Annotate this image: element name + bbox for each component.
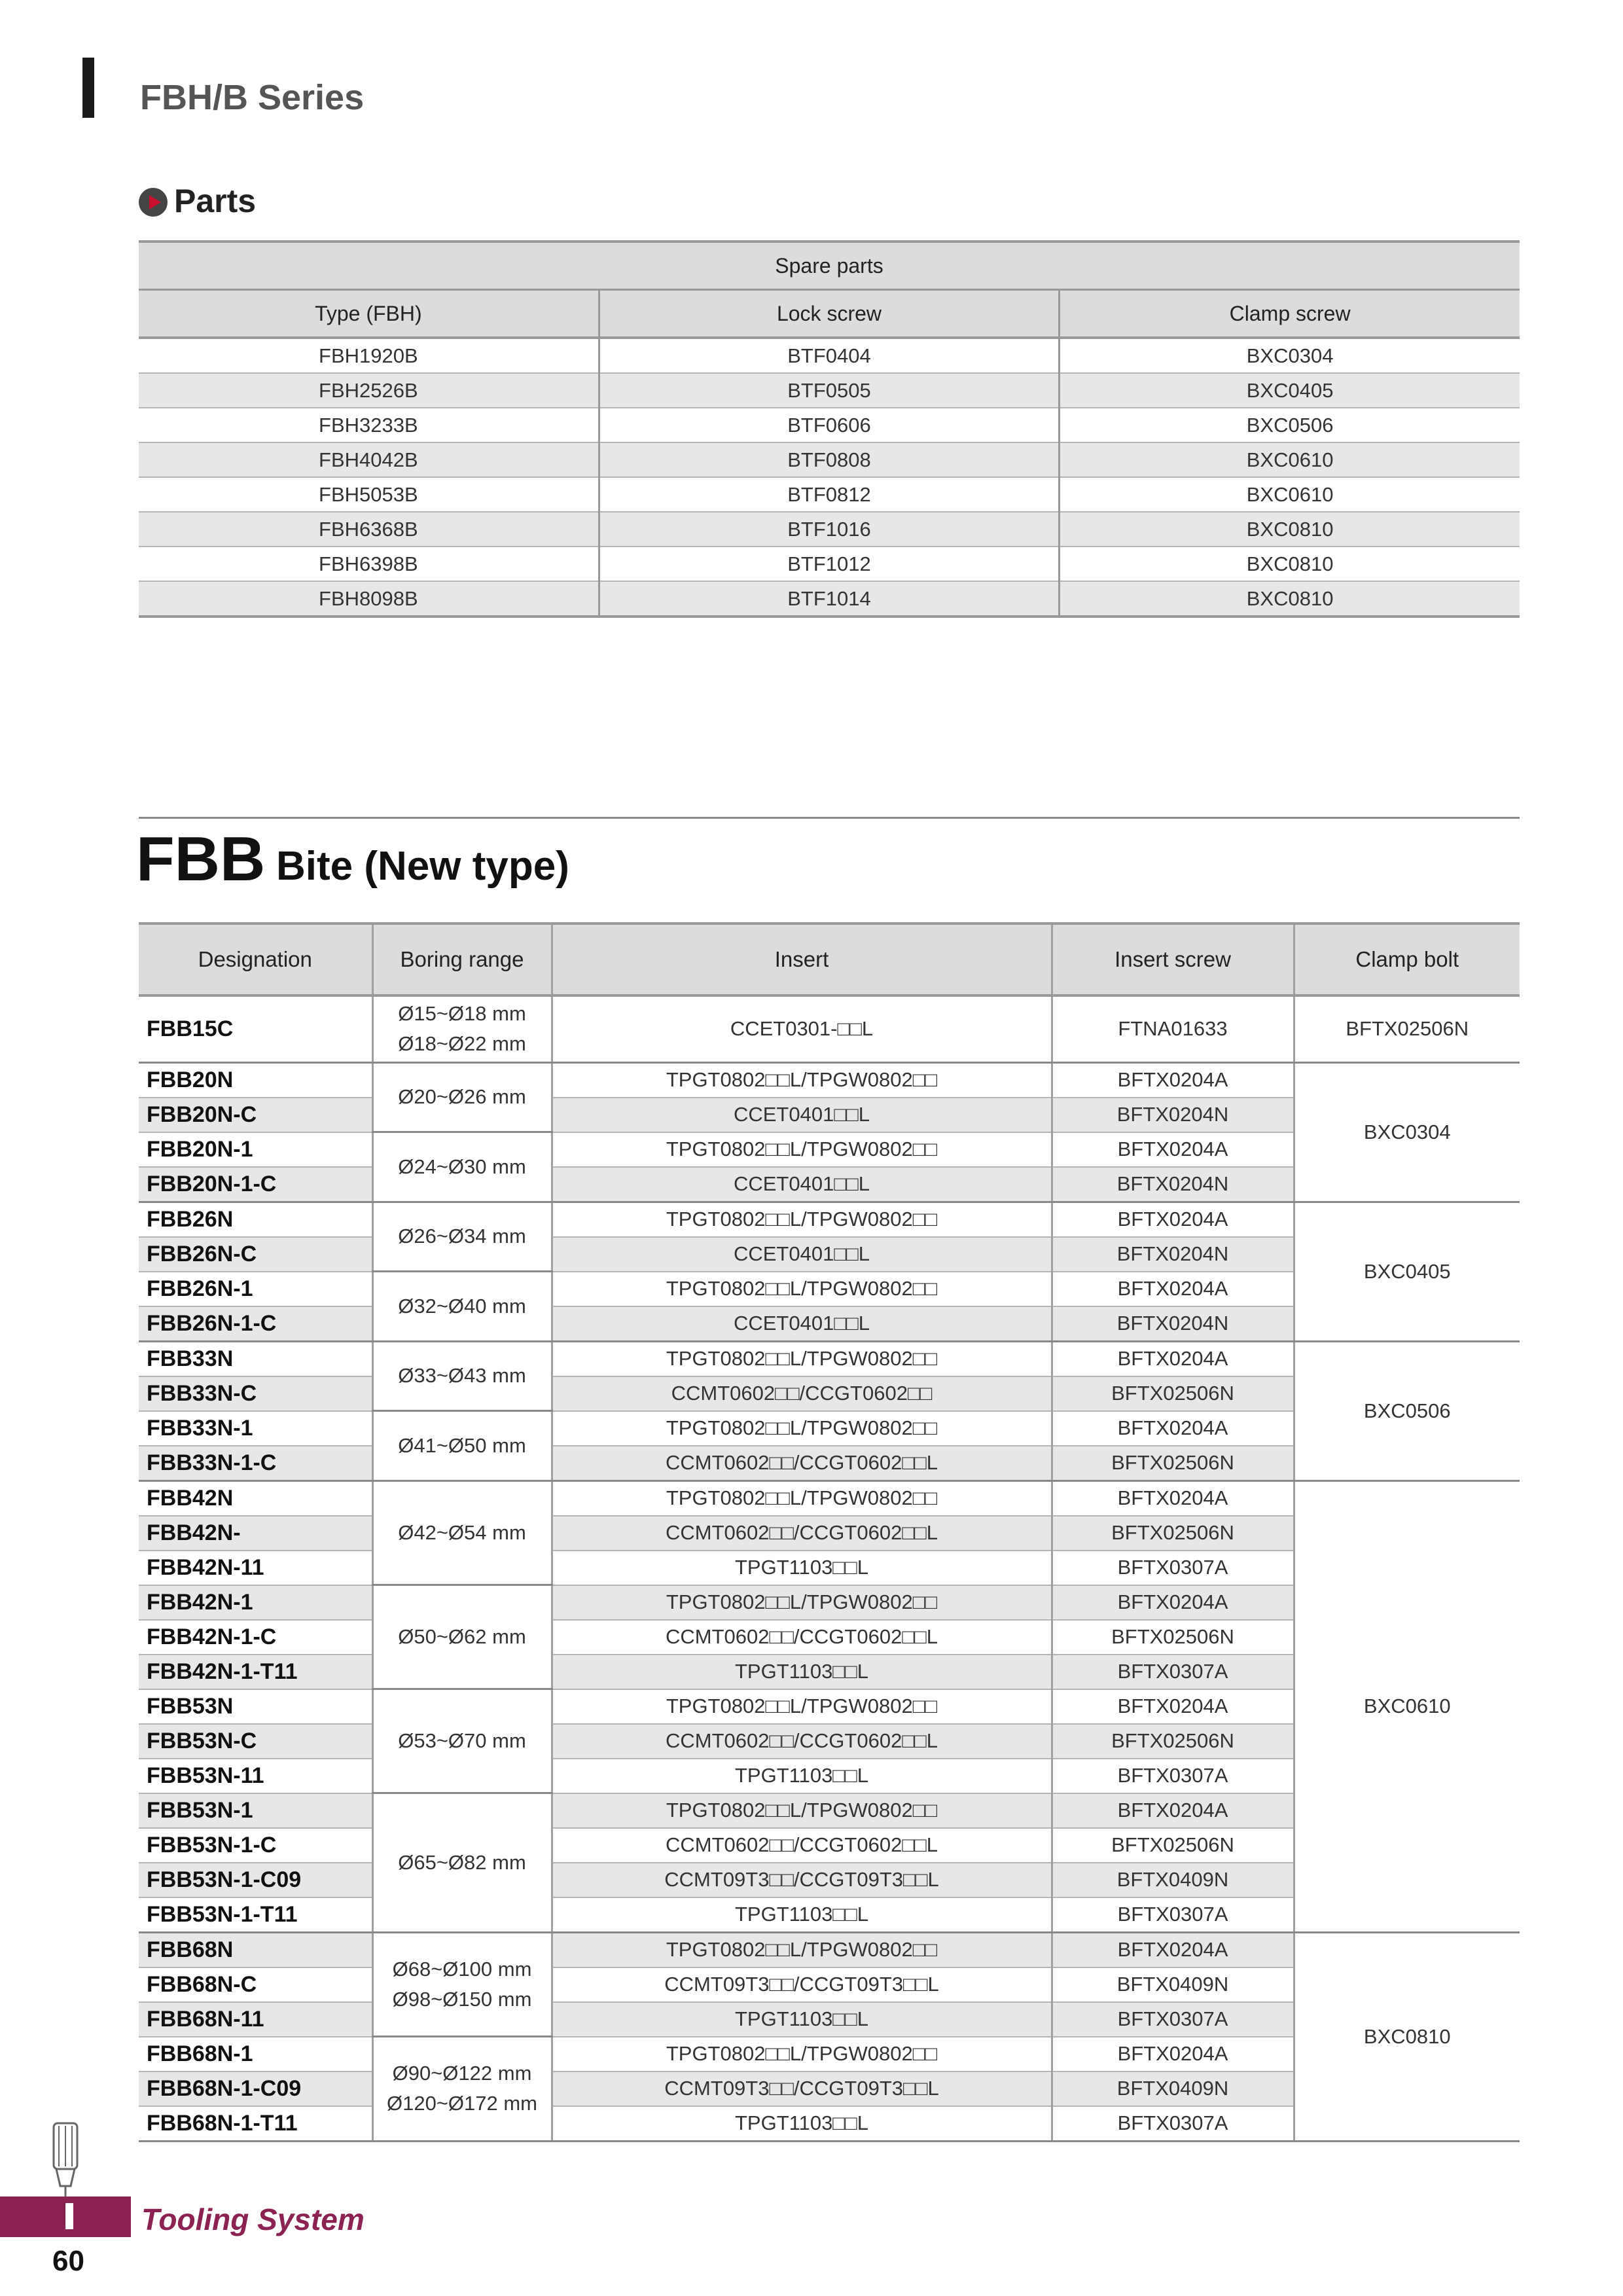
designation-cell: FBB26N-1 (139, 1272, 372, 1306)
insert-screw-cell: BFTX02506N (1052, 1516, 1294, 1551)
insert-cell: TPGT1103□□L (552, 2002, 1052, 2037)
table-row (139, 547, 1520, 581)
insert-screw-cell: BFTX0307A (1052, 2002, 1294, 2037)
insert-cell: TPGT0802□□L/TPGW0802□□ (552, 1062, 1052, 1098)
clamp-screw-cell: BXC0506 (1060, 408, 1520, 442)
insert-cell: TPGT1103□□L (552, 1759, 1052, 1793)
insert-cell: TPGT1103□□L (552, 1655, 1052, 1689)
insert-cell: CCMT09T3□□/CCGT09T3□□L (552, 1863, 1052, 1897)
insert-screw-cell: BFTX0204A (1052, 1132, 1294, 1167)
insert-screw-cell: BFTX0204A (1052, 1793, 1294, 1828)
table-row (139, 1932, 1520, 1967)
insert-cell: TPGT1103□□L (552, 1897, 1052, 1933)
boring-range-value: Ø53~Ø70 mm (398, 1729, 526, 1752)
insert-screw-cell: BFTX0204A (1052, 1585, 1294, 1620)
designation-cell: FBB26N-C (139, 1237, 372, 1272)
designation-cell: FBB42N-1 (139, 1585, 372, 1620)
type-cell: FBH3233B (139, 408, 599, 442)
insert-cell: CCMT0602□□/CCGT0602□□L (552, 1446, 1052, 1481)
boring-range-value: Ø24~Ø30 mm (398, 1155, 526, 1178)
designation-cell: FBB33N-C (139, 1376, 372, 1411)
col-designation: Designation (139, 924, 372, 996)
clamp-screw-cell: BXC0304 (1060, 338, 1520, 373)
boring-range-cell (372, 1932, 552, 2037)
designation-cell: FBB26N (139, 1202, 372, 1237)
insert-screw-cell: BFTX0307A (1052, 1897, 1294, 1933)
footer-section-mark (65, 2203, 73, 2229)
boring-range-cell (372, 1411, 552, 1481)
col-insert-screw: Insert screw (1052, 924, 1294, 996)
col-clamp-bolt: Clamp bolt (1294, 924, 1520, 996)
insert-cell: CCMT0602□□/CCGT0602□□ (552, 1376, 1052, 1411)
section-divider (139, 817, 1520, 819)
designation-cell: FBB68N-C (139, 1967, 372, 2002)
col-lock-screw: Lock screw (599, 290, 1059, 338)
boring-range-value: Ø98~Ø150 mm (392, 1987, 532, 2011)
boring-range-cell (372, 1480, 552, 1585)
designation-cell: FBB42N (139, 1480, 372, 1516)
collet-chuck-icon (47, 2121, 84, 2199)
table-row (139, 408, 1520, 442)
insert-cell: TPGT0802□□L/TPGW0802□□ (552, 1932, 1052, 1967)
designation-cell: FBB20N-1 (139, 1132, 372, 1167)
series-title: FBH/B Series (140, 78, 365, 117)
col-type-fbh: Type (FBH) (139, 290, 599, 338)
boring-range-value: Ø15~Ø18 mm (398, 1002, 526, 1026)
insert-screw-cell: BFTX0204A (1052, 2037, 1294, 2072)
designation-cell: FBB42N- (139, 1516, 372, 1551)
boring-range-value: Ø20~Ø26 mm (398, 1085, 526, 1109)
insert-cell: CCET0401□□L (552, 1306, 1052, 1342)
boring-range-value: Ø42~Ø54 mm (398, 1520, 526, 1544)
boring-range-value: Ø33~Ø43 mm (398, 1364, 526, 1388)
boring-range-value: Ø68~Ø100 mm (392, 1957, 532, 1981)
insert-screw-cell: BFTX02506N (1052, 1828, 1294, 1863)
designation-cell: FBB68N-11 (139, 2002, 372, 2037)
lock-screw-cell: BTF0505 (599, 373, 1059, 408)
designation-cell: FBB26N-1-C (139, 1306, 372, 1342)
type-cell: FBH6398B (139, 547, 599, 581)
insert-cell: CCMT0602□□/CCGT0602□□L (552, 1516, 1052, 1551)
designation-cell: FBB53N-C (139, 1724, 372, 1759)
boring-range-value: Ø18~Ø22 mm (398, 1032, 526, 1056)
insert-cell: CCMT0602□□/CCGT0602□□L (552, 1620, 1052, 1655)
lock-screw-cell: BTF1016 (599, 512, 1059, 547)
insert-screw-cell: FTNA01633 (1052, 996, 1294, 1062)
insert-screw-cell: BFTX0409N (1052, 1967, 1294, 2002)
insert-cell: TPGT0802□□L/TPGW0802□□ (552, 1689, 1052, 1724)
designation-cell: FBB68N (139, 1932, 372, 1967)
designation-cell: FBB20N (139, 1062, 372, 1098)
insert-cell: TPGT0802□□L/TPGW0802□□ (552, 1411, 1052, 1446)
designation-cell: FBB33N (139, 1341, 372, 1376)
table-row (139, 477, 1520, 512)
boring-range-cell (372, 1062, 552, 1132)
designation-cell: FBB53N-1-C (139, 1828, 372, 1863)
table-row (139, 512, 1520, 547)
type-cell: FBH8098B (139, 581, 599, 617)
footer-section-title: Tooling System (141, 2202, 365, 2236)
parts-section-title: Parts (174, 183, 257, 219)
fbb-title: FBB (136, 824, 266, 894)
boring-range-cell (372, 1272, 552, 1342)
type-cell: FBH4042B (139, 442, 599, 477)
designation-cell: FBB15C (139, 996, 372, 1062)
boring-range-cell (372, 996, 552, 1062)
boring-range-value: Ø26~Ø34 mm (398, 1225, 526, 1248)
designation-cell: FBB20N-1-C (139, 1167, 372, 1202)
col-insert: Insert (552, 924, 1052, 996)
clamp-screw-cell: BXC0610 (1060, 477, 1520, 512)
fbb-bite-table (139, 922, 1520, 2142)
designation-cell: FBB68N-1-C09 (139, 2072, 372, 2106)
table-row (139, 1480, 1520, 1516)
header-accent-bar (82, 58, 94, 118)
clamp-bolt-cell: BXC0506 (1294, 1341, 1520, 1480)
clamp-screw-cell: BXC0810 (1060, 581, 1520, 617)
col-boring-range: Boring range (372, 924, 552, 996)
insert-cell: TPGT0802□□L/TPGW0802□□ (552, 1585, 1052, 1620)
insert-cell: TPGT1103□□L (552, 1551, 1052, 1585)
type-cell: FBH1920B (139, 338, 599, 373)
lock-screw-cell: BTF0404 (599, 338, 1059, 373)
lock-screw-cell: BTF0812 (599, 477, 1059, 512)
insert-screw-cell: BFTX0204A (1052, 1062, 1294, 1098)
boring-range-value: Ø90~Ø122 mm (392, 2062, 532, 2085)
insert-cell: TPGT0802□□L/TPGW0802□□ (552, 1480, 1052, 1516)
lock-screw-cell: BTF0808 (599, 442, 1059, 477)
insert-screw-cell: BFTX0204A (1052, 1411, 1294, 1446)
clamp-screw-cell: BXC0810 (1060, 547, 1520, 581)
table-row (139, 1062, 1520, 1098)
insert-cell: CCET0401□□L (552, 1167, 1052, 1202)
insert-cell: CCET0401□□L (552, 1098, 1052, 1132)
insert-cell: CCMT0602□□/CCGT0602□□L (552, 1724, 1052, 1759)
insert-screw-cell: BFTX0409N (1052, 2072, 1294, 2106)
arrow-right-circle-icon (139, 188, 168, 217)
clamp-screw-cell: BXC0610 (1060, 442, 1520, 477)
insert-cell: TPGT0802□□L/TPGW0802□□ (552, 1341, 1052, 1376)
designation-cell: FBB53N-1 (139, 1793, 372, 1828)
boring-range-value: Ø32~Ø40 mm (398, 1294, 526, 1318)
insert-cell: TPGT0802□□L/TPGW0802□□ (552, 1793, 1052, 1828)
insert-screw-cell: BFTX0204N (1052, 1167, 1294, 1202)
spare-parts-table (139, 240, 1520, 618)
table-row (139, 581, 1520, 617)
lock-screw-cell: BTF1012 (599, 547, 1059, 581)
boring-range-cell (372, 1793, 552, 1933)
insert-cell: TPGT0802□□L/TPGW0802□□ (552, 1132, 1052, 1167)
insert-screw-cell: BFTX0307A (1052, 1655, 1294, 1689)
insert-cell: CCMT09T3□□/CCGT09T3□□L (552, 1967, 1052, 2002)
insert-screw-cell: BFTX0204A (1052, 1202, 1294, 1237)
lock-screw-cell: BTF1014 (599, 581, 1059, 617)
insert-cell: CCMT09T3□□/CCGT09T3□□L (552, 2072, 1052, 2106)
designation-cell: FBB68N-1 (139, 2037, 372, 2072)
insert-screw-cell: BFTX0204A (1052, 1932, 1294, 1967)
boring-range-value: Ø120~Ø172 mm (386, 2092, 538, 2115)
insert-screw-cell: BFTX0204N (1052, 1237, 1294, 1272)
designation-cell: FBB42N-11 (139, 1551, 372, 1585)
insert-screw-cell: BFTX0204A (1052, 1272, 1294, 1306)
insert-cell: CCMT0602□□/CCGT0602□□L (552, 1828, 1052, 1863)
clamp-bolt-cell: BXC0810 (1294, 1932, 1520, 2141)
insert-screw-cell: BFTX0204N (1052, 1306, 1294, 1342)
designation-cell: FBB42N-1-T11 (139, 1655, 372, 1689)
designation-cell: FBB42N-1-C (139, 1620, 372, 1655)
type-cell: FBH6368B (139, 512, 599, 547)
insert-screw-cell: BFTX0409N (1052, 1863, 1294, 1897)
col-clamp-screw: Clamp screw (1060, 290, 1520, 338)
boring-range-value: Ø65~Ø82 mm (398, 1850, 526, 1874)
boring-range-cell (372, 1341, 552, 1411)
fbb-subtitle: Bite (New type) (276, 844, 569, 889)
designation-cell: FBB33N-1 (139, 1411, 372, 1446)
table-row (139, 373, 1520, 408)
insert-screw-cell: BFTX0307A (1052, 2106, 1294, 2142)
insert-screw-cell: BFTX0204N (1052, 1098, 1294, 1132)
insert-screw-cell: BFTX0204A (1052, 1480, 1294, 1516)
table-row (139, 1341, 1520, 1376)
insert-screw-cell: BFTX02506N (1052, 1446, 1294, 1481)
insert-cell: TPGT0802□□L/TPGW0802□□ (552, 1272, 1052, 1306)
designation-cell: FBB53N-1-T11 (139, 1897, 372, 1933)
clamp-bolt-cell: BFTX02506N (1294, 996, 1520, 1062)
boring-range-cell (372, 1132, 552, 1202)
clamp-bolt-cell: BXC0304 (1294, 1062, 1520, 1202)
boring-range-cell (372, 1202, 552, 1272)
type-cell: FBH5053B (139, 477, 599, 512)
boring-range-cell (372, 2037, 552, 2142)
insert-screw-cell: BFTX02506N (1052, 1724, 1294, 1759)
insert-cell: CCET0401□□L (552, 1237, 1052, 1272)
clamp-screw-cell: BXC0810 (1060, 512, 1520, 547)
designation-cell: FBB53N (139, 1689, 372, 1724)
table-row (139, 338, 1520, 373)
boring-range-value: Ø41~Ø50 mm (398, 1433, 526, 1457)
insert-screw-cell: BFTX02506N (1052, 1376, 1294, 1411)
clamp-bolt-cell: BXC0610 (1294, 1480, 1520, 1932)
spare-parts-header: Spare parts (139, 242, 1520, 290)
designation-cell: FBB20N-C (139, 1098, 372, 1132)
designation-cell: FBB68N-1-T11 (139, 2106, 372, 2142)
lock-screw-cell: BTF0606 (599, 408, 1059, 442)
page-number: 60 (52, 2245, 84, 2277)
insert-cell: CCET0301-□□L (552, 996, 1052, 1062)
boring-range-cell (372, 1585, 552, 1689)
designation-cell: FBB53N-11 (139, 1759, 372, 1793)
designation-cell: FBB53N-1-C09 (139, 1863, 372, 1897)
designation-cell: FBB33N-1-C (139, 1446, 372, 1481)
type-cell: FBH2526B (139, 373, 599, 408)
insert-cell: TPGT1103□□L (552, 2106, 1052, 2142)
table-row (139, 442, 1520, 477)
table-row (139, 996, 1520, 1062)
insert-cell: TPGT0802□□L/TPGW0802□□ (552, 1202, 1052, 1237)
insert-screw-cell: BFTX02506N (1052, 1620, 1294, 1655)
insert-cell: TPGT0802□□L/TPGW0802□□ (552, 2037, 1052, 2072)
insert-screw-cell: BFTX0204A (1052, 1689, 1294, 1724)
boring-range-value: Ø50~Ø62 mm (398, 1625, 526, 1648)
insert-screw-cell: BFTX0204A (1052, 1341, 1294, 1376)
clamp-bolt-cell: BXC0405 (1294, 1202, 1520, 1341)
boring-range-cell (372, 1689, 552, 1793)
table-row (139, 1202, 1520, 1237)
clamp-screw-cell: BXC0405 (1060, 373, 1520, 408)
insert-screw-cell: BFTX0307A (1052, 1759, 1294, 1793)
insert-screw-cell: BFTX0307A (1052, 1551, 1294, 1585)
